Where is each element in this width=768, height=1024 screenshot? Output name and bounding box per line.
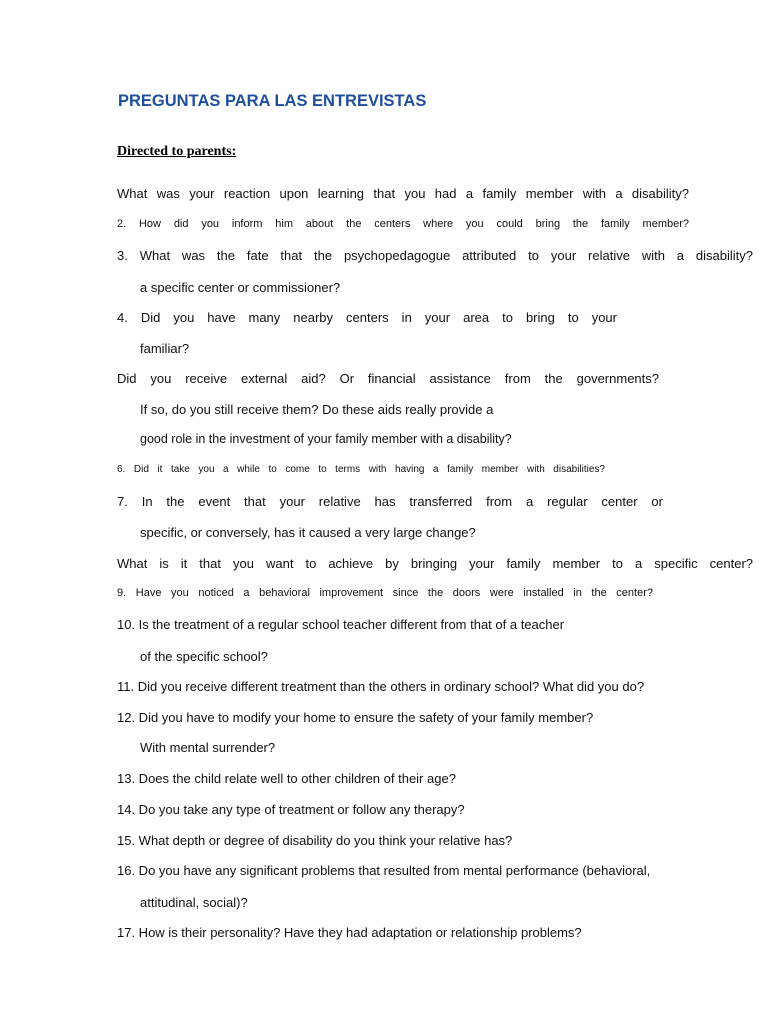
question-line: 11. Did you receive different treatment than the others in ordinary school? What did you do? (117, 679, 645, 694)
question-line: 15. What depth or degree of disability do you think your relative has? (117, 833, 513, 848)
question-line: 4. Did you have many nearby centers in your area to bring to your (117, 310, 617, 325)
question-line: 2. How did you inform him about the centers where you could bring the family member? (117, 218, 689, 230)
question-line: Did you receive external aid? Or financial assistance from the governments? (117, 371, 659, 386)
page-title: PREGUNTAS PARA LAS ENTREVISTAS (118, 92, 427, 110)
question-line: good role in the investment of your family member with a disability? (140, 432, 512, 446)
question-line: What was your reaction upon learning that you had a family member with a disability? (117, 186, 689, 201)
question-line: 10. Is the treatment of a regular school teacher different from that of a teacher (117, 617, 565, 632)
question-line: 9. Have you noticed a behavioral improvement since the doors were installed in the center? (117, 587, 653, 599)
question-line: With mental surrender? (140, 740, 276, 755)
question-line: 16. Do you have any significant problems that resulted from mental performance (behavioral, (117, 863, 651, 878)
question-line: If so, do you still receive them? Do these aids really provide a (140, 402, 494, 417)
question-line: attitudinal, social)? (140, 895, 248, 910)
question-line: of the specific school? (140, 649, 268, 664)
question-line: 6. Did it take you a while to come to terms with having a family member with disabilities? (117, 464, 605, 475)
question-line: a specific center or commissioner? (140, 280, 341, 295)
question-line: 7. In the event that your relative has transferred from a regular center or (117, 494, 663, 509)
question-line: What is it that you want to achieve by bringing your family member to a specific center? (117, 556, 753, 571)
question-line: 14. Do you take any type of treatment or follow any therapy? (117, 802, 465, 817)
question-line: specific, or conversely, has it caused a very large change? (140, 525, 476, 540)
question-line: 3. What was the fate that the psychopedagogue attributed to your relative with a disability? (117, 248, 753, 263)
section-subtitle: Directed to parents: (117, 144, 237, 159)
question-line: 13. Does the child relate well to other children of their age? (117, 771, 456, 786)
question-line: 12. Did you have to modify your home to ensure the safety of your family member? (117, 710, 594, 725)
question-line: familiar? (140, 341, 190, 356)
question-line: 17. How is their personality? Have they had adaptation or relationship problems? (117, 925, 582, 940)
